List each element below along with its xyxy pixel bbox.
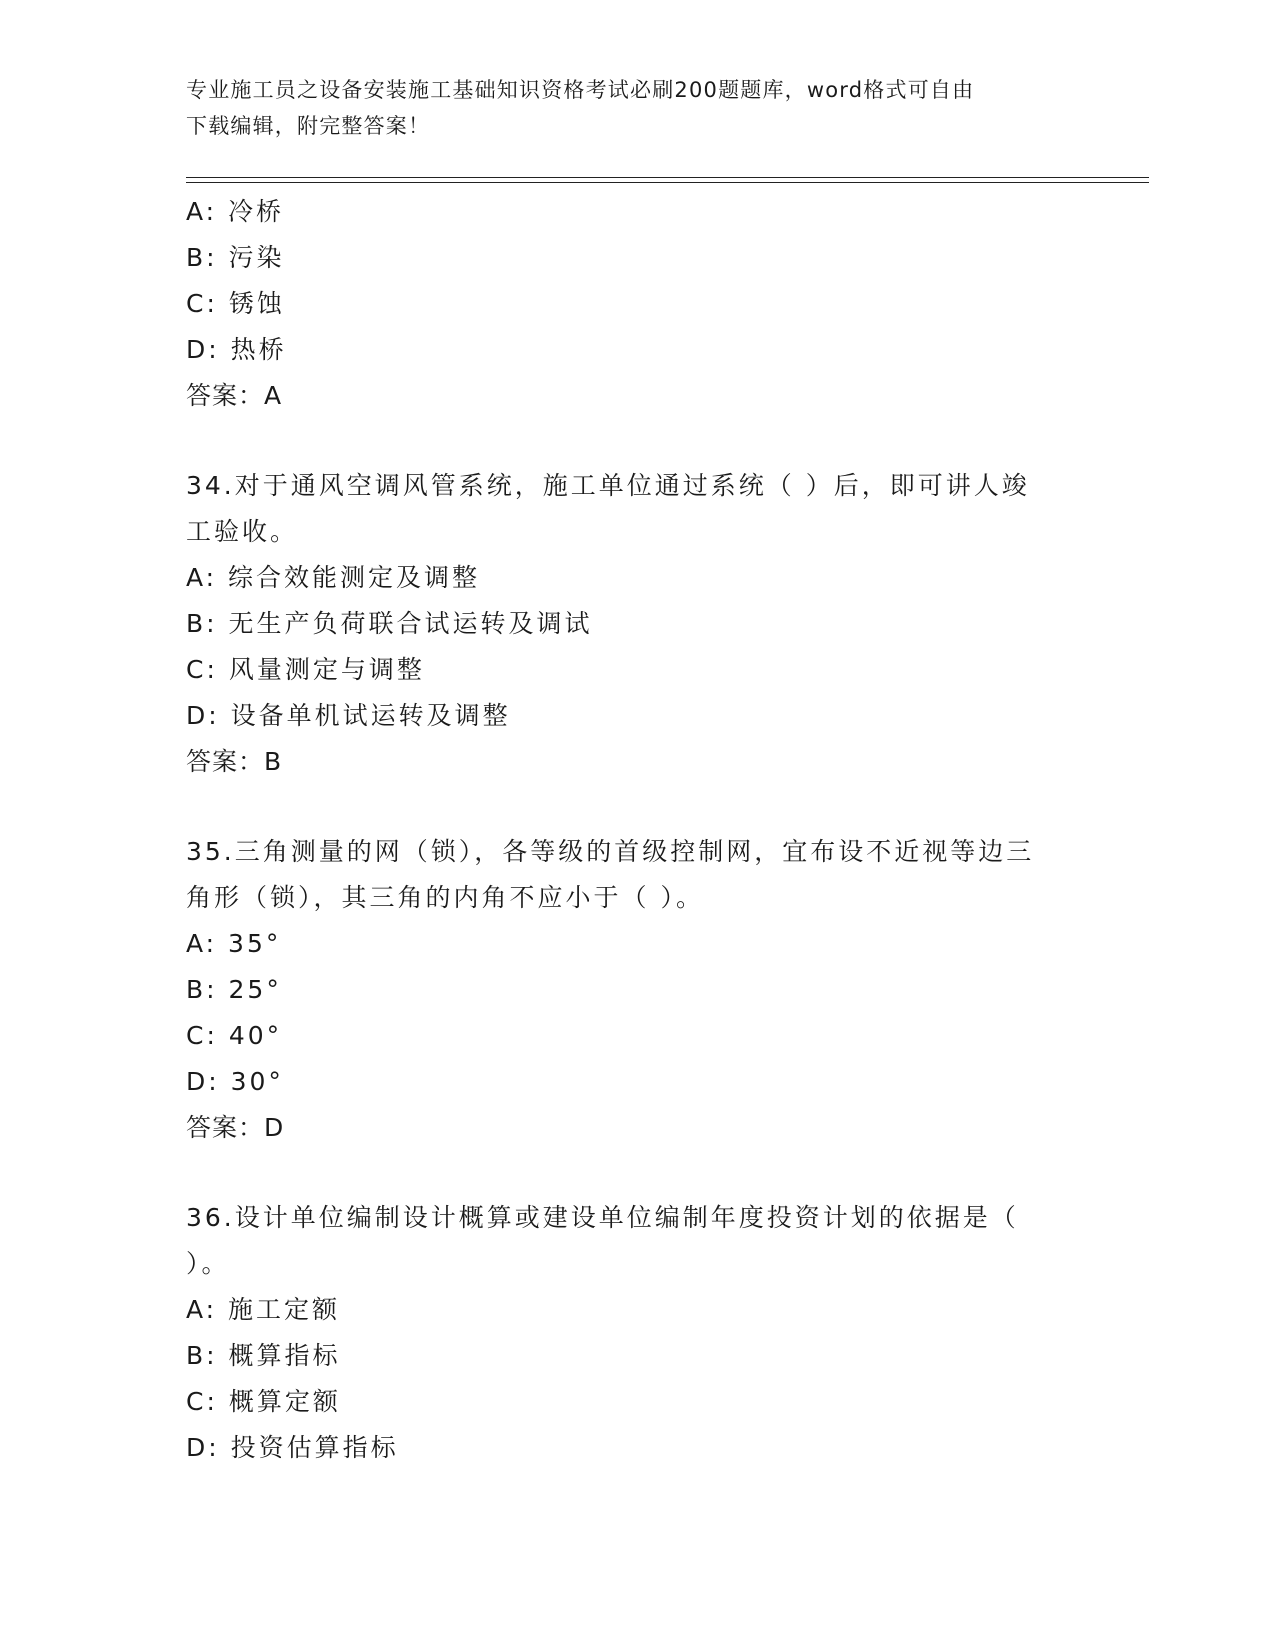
question-36 [186, 1195, 1086, 1471]
option-c: C: 40° [186, 1021, 283, 1050]
spacer [186, 1151, 1086, 1195]
spacer [186, 785, 1086, 829]
option-d: D: 热桥 [186, 335, 287, 364]
option-d: D: 设备单机试运转及调整 [186, 701, 511, 730]
question-text [186, 1195, 1086, 1287]
answer: 答案：D [186, 1113, 285, 1142]
header-line-2: 下载编辑，附完整答案！ [186, 114, 431, 138]
question-33 [186, 189, 1086, 419]
question-text-line: 角形（锁），其三角的内角不应小于（ ）。 [186, 883, 704, 912]
question-text-line: 35.三角测量的网（锁），各等级的首级控制网，宜布设不近视等边三 [186, 837, 1035, 866]
option-a: A: 冷桥 [186, 197, 285, 226]
option-a: A: 综合效能测定及调整 [186, 563, 481, 592]
question-text-line: 工验收。 [186, 517, 299, 546]
question-35 [186, 829, 1086, 1151]
question-text [186, 829, 1086, 921]
header-line-1: 专业施工员之设备安装施工基础知识资格考试必刷200题题库，word格式可自由 [186, 78, 975, 102]
option-a: A: 施工定额 [186, 1295, 341, 1324]
question-34 [186, 463, 1086, 785]
option-b: B: 概算指标 [186, 1341, 341, 1370]
document-header [186, 72, 1066, 144]
option-b: B: 污染 [186, 243, 285, 272]
question-text-line: 36.设计单位编制设计概算或建设单位编制年度投资计划的依据是（ [186, 1203, 1019, 1232]
option-b: B: 25° [186, 975, 282, 1004]
question-text [186, 463, 1086, 555]
answer: 答案：B [186, 747, 283, 776]
option-b: B: 无生产负荷联合试运转及调试 [186, 609, 593, 638]
answer: 答案：A [186, 381, 283, 410]
question-text-line: ）。 [186, 1249, 230, 1278]
option-c: C: 锈蚀 [186, 289, 285, 318]
header-divider-bottom [186, 182, 1149, 183]
option-c: C: 风量测定与调整 [186, 655, 425, 684]
option-a: A: 35° [186, 929, 282, 958]
option-d: D: 30° [186, 1067, 284, 1096]
header-divider-top [186, 177, 1149, 178]
option-d: D: 投资估算指标 [186, 1433, 399, 1462]
question-list [186, 189, 1086, 1471]
question-text-line: 34.对于通风空调风管系统，施工单位通过系统（ ）后，即可讲人竣 [186, 471, 1030, 500]
spacer [186, 419, 1086, 463]
option-c: C: 概算定额 [186, 1387, 341, 1416]
